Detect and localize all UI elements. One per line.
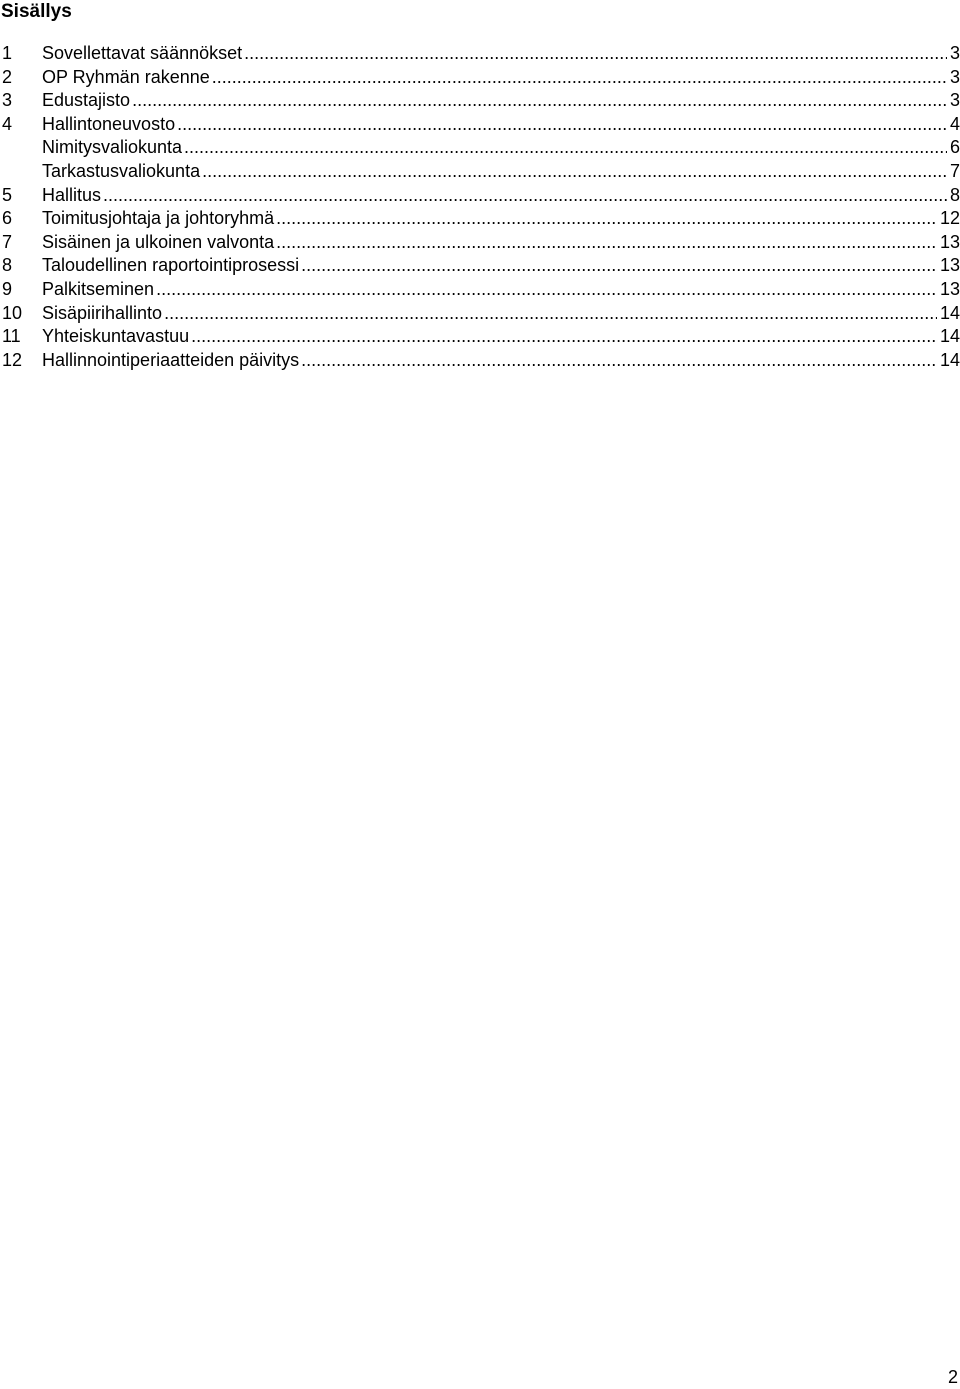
toc-entry[interactable] <box>0 302 960 326</box>
toc-entry-title[interactable]: Sisäpiirihallinto <box>42 302 164 326</box>
toc-entry-page[interactable]: 14 <box>939 326 960 347</box>
toc-heading: Sisällys <box>1 1 72 22</box>
toc-entry-title[interactable]: Tarkastusvaliokunta <box>42 160 202 184</box>
toc-entry[interactable] <box>0 278 960 302</box>
toc-entry-number: 2 <box>2 66 13 87</box>
toc-entry-number: 10 <box>2 302 23 323</box>
toc-entry[interactable] <box>0 113 960 137</box>
toc-entry[interactable] <box>0 184 960 208</box>
toc-entry[interactable] <box>0 231 960 255</box>
toc-entry-page[interactable]: 14 <box>939 349 960 370</box>
toc-entry-number: 8 <box>2 255 13 276</box>
toc-entry-number: 5 <box>2 184 13 205</box>
toc-entry-page[interactable]: 13 <box>939 231 960 252</box>
page-number: 2 <box>947 1367 958 1387</box>
toc-dot-leader <box>301 254 937 278</box>
toc-entry-number: 6 <box>2 208 13 229</box>
toc-dot-leader <box>103 184 947 208</box>
toc-entry-title[interactable]: Sisäinen ja ulkoinen valvonta <box>42 231 276 255</box>
toc-entry[interactable] <box>0 254 960 278</box>
toc-entry-page[interactable]: 3 <box>949 66 960 87</box>
toc-entry-page[interactable]: 3 <box>949 90 960 111</box>
toc-entry-title[interactable]: Nimitysvaliokunta <box>42 136 184 160</box>
toc-entry-page[interactable]: 6 <box>949 137 960 158</box>
toc-dot-leader <box>276 207 937 231</box>
toc-entry-title[interactable]: Yhteiskuntavastuu <box>42 325 191 349</box>
toc-dot-leader <box>191 325 937 349</box>
toc-entry-title[interactable]: Toimitusjohtaja ja johtoryhmä <box>42 207 276 231</box>
toc-entry[interactable] <box>0 325 960 349</box>
toc-entry-page[interactable]: 4 <box>949 113 960 134</box>
toc-entry-number: 9 <box>2 278 13 299</box>
toc-entry-title[interactable]: Hallitus <box>42 184 103 208</box>
toc-entry-title[interactable]: Taloudellinen raportointiprosessi <box>42 254 301 278</box>
toc-entry-page[interactable]: 12 <box>939 208 960 229</box>
toc-subentry[interactable] <box>0 160 960 184</box>
toc-dot-leader <box>164 302 937 326</box>
toc-dot-leader <box>202 160 947 184</box>
toc-entry-page[interactable]: 7 <box>949 160 960 181</box>
toc-subentry[interactable] <box>0 136 960 160</box>
toc-dot-leader <box>244 42 947 66</box>
toc-entry-title[interactable]: OP Ryhmän rakenne <box>42 66 212 90</box>
toc-dot-leader <box>301 349 937 373</box>
toc-entry-number: 11 <box>2 326 21 347</box>
toc-entry[interactable] <box>0 207 960 231</box>
toc-entry[interactable] <box>0 42 960 66</box>
toc-entry-page[interactable]: 13 <box>939 255 960 276</box>
toc-entry-page[interactable]: 8 <box>949 184 960 205</box>
table-of-contents <box>0 42 960 372</box>
toc-dot-leader <box>156 278 937 302</box>
toc-dot-leader <box>276 231 937 255</box>
toc-dot-leader <box>177 113 947 137</box>
toc-entry-page[interactable]: 14 <box>939 302 960 323</box>
toc-entry-number: 4 <box>2 113 13 134</box>
toc-entry-title[interactable]: Palkitseminen <box>42 278 156 302</box>
toc-entry-title[interactable]: Hallintoneuvosto <box>42 113 177 137</box>
toc-entry-number: 3 <box>2 90 13 111</box>
toc-entry-page[interactable]: 13 <box>939 278 960 299</box>
toc-entry[interactable] <box>0 89 960 113</box>
toc-entry-title[interactable]: Hallinnointiperiaatteiden päivitys <box>42 349 301 373</box>
toc-entry[interactable] <box>0 349 960 373</box>
toc-entry-title[interactable]: Sovellettavat säännökset <box>42 42 244 66</box>
toc-dot-leader <box>132 89 947 113</box>
toc-dot-leader <box>212 66 947 90</box>
toc-entry[interactable] <box>0 66 960 90</box>
toc-entry-number: 1 <box>2 43 13 63</box>
toc-entry-number: 7 <box>2 231 13 252</box>
toc-entry-title[interactable]: Edustajisto <box>42 89 132 113</box>
toc-entry-page[interactable]: 3 <box>949 43 960 63</box>
toc-entry-number: 12 <box>2 349 23 370</box>
toc-dot-leader <box>184 136 947 160</box>
